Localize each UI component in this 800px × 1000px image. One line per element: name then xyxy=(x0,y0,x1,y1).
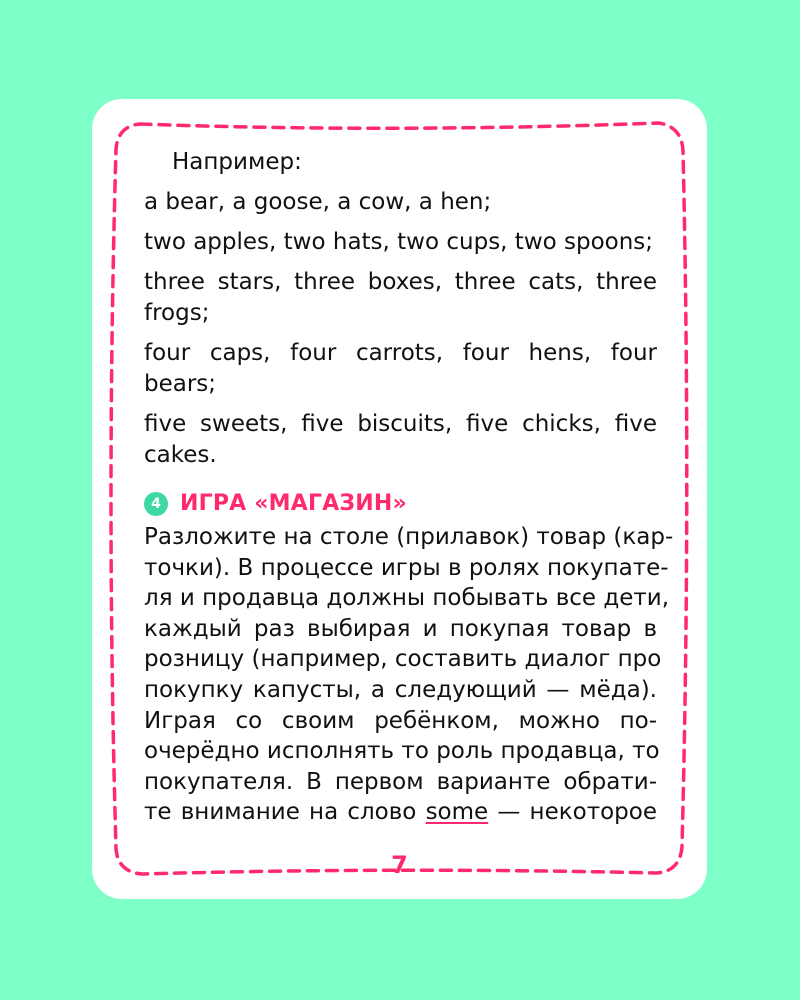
intro-text: Например: xyxy=(172,149,302,175)
section-body-last-line: те внимание на слово some — некоторое xyxy=(144,799,657,826)
page-number: 7 xyxy=(391,851,408,879)
example-paragraph xyxy=(144,267,657,329)
section-body-line: Играя со своим ребёнком, можно по- xyxy=(144,707,657,734)
section-body-line: точки). В процессе игры в ролях покупате- xyxy=(144,554,669,581)
examples-list xyxy=(144,187,657,471)
example-line: two apples, two hats, two cups, two spoons; xyxy=(144,229,654,255)
example-line: five sweets, five biscuits, five chicks, five xyxy=(144,411,657,437)
book-page-card xyxy=(92,99,707,899)
example-line: cakes. xyxy=(144,442,217,468)
example-paragraph xyxy=(144,187,657,218)
section-body-line: ля и продавца должны побывать все дети, xyxy=(144,585,670,612)
example-line: frogs; xyxy=(144,300,210,326)
section-body-line: розницу (например, составить диалог про xyxy=(144,646,662,673)
section-body-line: очерёдно исполнять то роль продавца, то xyxy=(144,738,660,765)
section-number-badge: 4 xyxy=(144,492,168,516)
page-content xyxy=(144,147,674,828)
section-body-line: покупку капусты, а следующий — мёда). xyxy=(144,676,657,703)
underlined-word-some: some xyxy=(425,799,489,826)
section-title: ИГРА «МАГАЗИН» xyxy=(180,491,407,516)
example-paragraph xyxy=(144,227,657,258)
section-body-line: Разложите на столе (прилавок) товар (кар- xyxy=(144,524,674,550)
example-paragraph xyxy=(144,409,657,471)
section-body-line: покупателя. В первом варианте обрати- xyxy=(144,768,657,795)
example-line: three stars, three boxes, three cats, three xyxy=(144,269,657,295)
section-body xyxy=(144,522,674,797)
example-line: bears; xyxy=(144,371,217,397)
example-paragraph xyxy=(144,338,657,400)
section-body-line: каждый раз выбирая и покупая товар в xyxy=(144,615,657,642)
section-heading xyxy=(144,491,657,516)
example-line: four caps, four carrots, four hens, four xyxy=(144,340,657,366)
example-line: a bear, a goose, a cow, a hen; xyxy=(144,189,492,215)
